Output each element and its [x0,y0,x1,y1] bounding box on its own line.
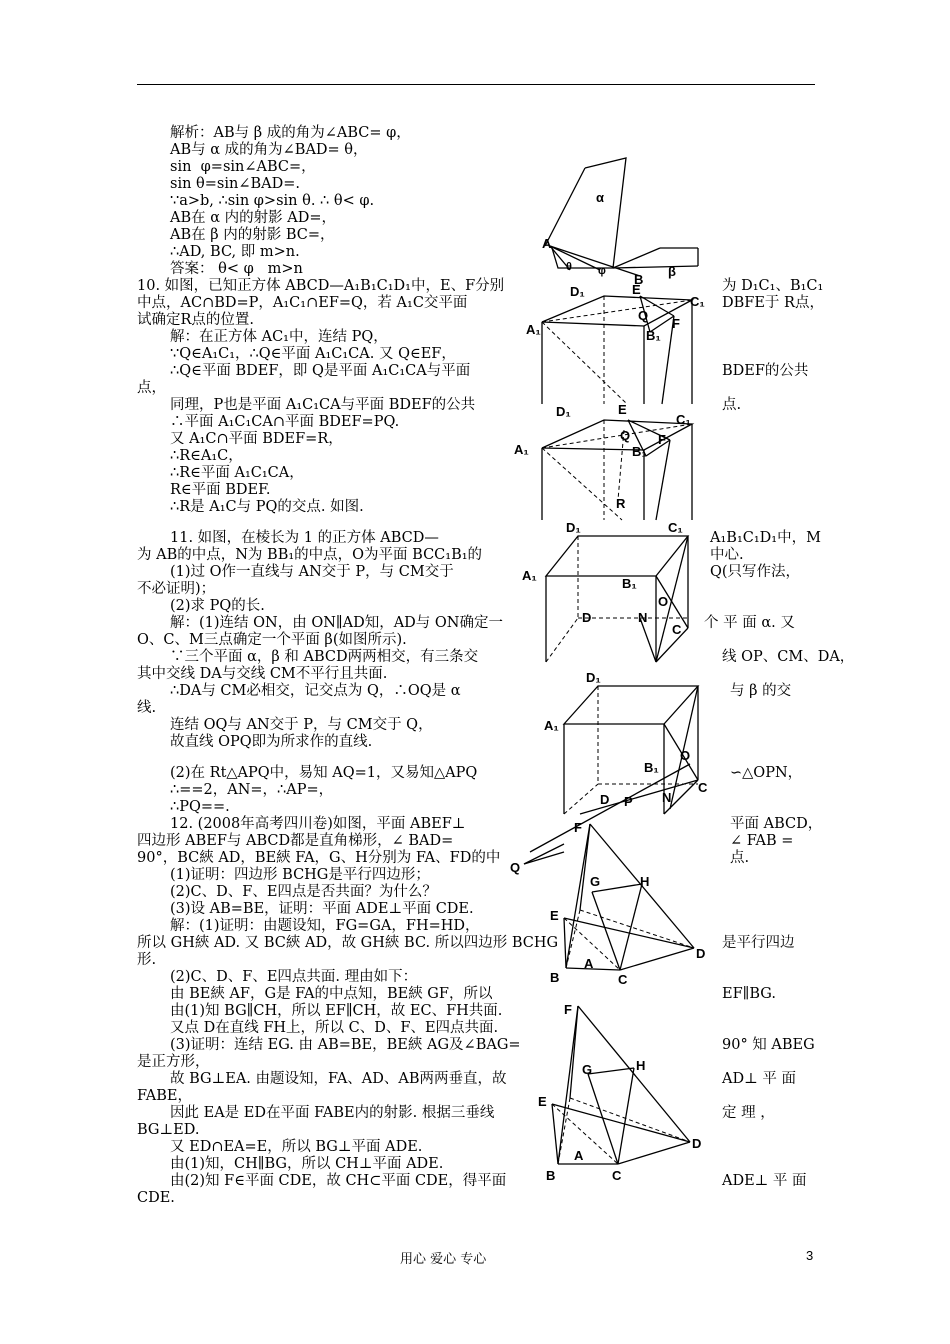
lines-line: 12. (2008年高考四川卷)如图，平面 ABEF⊥ [170,816,466,832]
lines-line: ∵三个平面 α，β 和 ABCD两两相交，有三条交 [170,649,479,665]
label-O: O [658,594,669,609]
right_fragments-line: Q(只写作法， [710,564,801,580]
figure-cube-r [512,400,722,520]
label-theta: θ [566,261,572,273]
lines-line: 解：在正方体 AC₁中，连结 PQ， [170,329,388,345]
page-number: 3 [806,1248,814,1263]
lines-line: 四边形 ABEF与 ABCD都是直角梯形，∠ BAD= [137,833,454,849]
label-P: P [624,794,633,809]
lines-line: 连结 OQ与 AN交于 P，与 CM交于 Q， [170,717,433,733]
lines-line: 线. [137,700,157,716]
lines-line: 中点，AC∩BD=P，A₁C₁∩EF=Q，若 A₁C交平面 [137,295,468,311]
label-A: A [542,236,552,251]
lines-line: ∴R∈A₁C， [170,448,243,464]
label-F: F [672,316,680,331]
lines-line: 由 BE綊 AF，G是 FA的中点知，BE綊 GF，所以 [170,986,493,1002]
lines-line: R∈平面 BDEF. [170,482,271,498]
label-D1: D₁ [556,404,571,419]
lines-line: (2)C、D、F、E四点是否共面？为什么？ [170,884,437,900]
right_fragments-line: 平面 ABCD， [730,816,823,832]
label-C1: C₁ [668,520,683,535]
label-D: D [600,792,610,807]
label-A: A [584,956,594,971]
lines-line: 所以 GH綊 AD. 又 BC綊 AD，故 GH綊 BC. 所以四边形 BCHG [137,935,559,951]
label-O: O [680,748,691,763]
label-D: D [696,946,706,961]
label-D1: D₁ [570,284,585,299]
lines-line: ∴平面 A₁C₁CA∩平面 BDEF=PQ. [170,414,400,430]
label-Q: Q [638,308,649,323]
lines-line: ∴AD, BC, 即 m>n. [170,244,300,260]
lines-line: (2)在 Rt△APQ中，易知 AQ=1，又易知△APQ [170,765,478,781]
lines-line: 不必证明)； [137,581,216,597]
lines-line: ∴R是 A₁C与 PQ的交点. 如图. [170,499,364,515]
lines-line: (2)求 PQ的长. [170,598,265,614]
label-F: F [564,1002,572,1017]
right_fragments-line: 为 D₁C₁、B₁C₁ [722,278,824,294]
label-E: E [550,908,559,923]
lines-line: 解析：AB与 β 成的角为∠ABC= φ， [170,125,411,141]
label-B: B [546,1168,556,1183]
label-D1: D₁ [566,520,581,535]
lines-line: FABE， [137,1088,193,1104]
label-B1: B₁ [644,760,659,775]
label-B: B [634,272,644,287]
lines-line: ∵a>b, ∴sin φ>sin θ. ∴ θ< φ. [170,193,375,209]
lines-line: (1)证明：四边形 BCHG是平行四边形； [170,867,430,883]
label-A1: A₁ [522,568,537,583]
label-C: C [612,1168,622,1183]
lines-line: 90°，BC綊 AD，BE綊 FA，G、H分别为 FA、FD的中 [137,850,501,866]
label-C: C [698,780,708,795]
right_fragments-line: BDEF的公共 [722,363,809,379]
lines-line: sin θ=sin∠BAD=. [170,176,300,192]
lines-line: 解：(1)连结 ON，由 ON∥AD知，AD与 ON确定一 [170,615,503,631]
lines-line: 故直线 OPQ即为所求作的直线. [170,734,373,750]
right_fragments-line: 90° 知 ABEG [722,1037,815,1053]
label-G: G [582,1062,593,1077]
lines-line: ∴R∈平面 A₁C₁CA， [170,465,304,481]
label-E: E [618,402,627,417]
label-R: R [616,496,626,511]
lines-line: CDE. [137,1190,175,1206]
lines-line: sin φ=sin∠ABC=， [170,159,316,175]
figure-cube-q [512,282,722,404]
lines-line: 因此 EA是 ED在平面 FABE内的射影. 根据三垂线 [170,1105,495,1121]
lines-line: ∴PQ==. [170,799,230,815]
lines-line: BG⊥ED. [137,1122,200,1138]
label-A1: A₁ [526,322,541,337]
right_fragments-line: 个 平 面 α. 又 [704,615,795,631]
right_fragments-line: ADE⊥ 平 面 [722,1173,807,1189]
lines-line: 10. 如图，已知正方体 ABCD—A₁B₁C₁D₁中，E、F分别 [137,278,505,294]
lines-line: 解：(1)证明：由题设知，FG=GA，FH=HD， [170,918,480,934]
right_fragments-line: AD⊥ 平 面 [722,1071,796,1087]
lines-line: (3)设 AB=BE，证明：平面 ADE⊥平面 CDE. [170,901,474,917]
label-alpha: α [596,190,604,205]
lines-line: 由(1)知 BG∥CH，所以 EF∥CH，故 EC、FH共面. [170,1003,503,1019]
lines-line: 又点 D在直线 FH上，所以 C、D、F、E四点共面. [170,1020,499,1036]
label-G: G [590,874,601,889]
label-C: C [618,972,628,987]
label-B: B [550,970,560,985]
lines-line: 其中交线 DA与交线 CM不平行且共面. [137,666,388,682]
right_fragments-line: 定 理 ， [722,1105,775,1121]
lines-line: 故 BG⊥EA. 由题设知，FA、AD、AB两两垂直，故 [170,1071,507,1087]
lines-line: 试确定R点的位置. [137,312,255,328]
right_fragments-line: EF∥BG. [722,986,776,1002]
label-N: N [638,610,648,625]
lines-line: (2)C、D、F、E四点共面. 理由如下： [170,969,418,985]
label-phi: φ [598,265,606,277]
lines-line: (3)证明：连结 EG. 由 AB=BE，BE綊 AG及∠BAG= [170,1037,521,1053]
lines-line: 形. [137,952,157,968]
lines-line: O、C、M三点确定一个平面 β(如图所示). [137,632,407,648]
label-C1: C₁ [690,294,705,309]
label-A1: A₁ [544,718,559,733]
lines-line: 11. 如图，在棱长为 1 的正方体 ABCD— [170,530,439,546]
label-B1: B₁ [622,576,637,591]
lines-line: 点， [137,380,166,396]
figure-cube-o [520,518,700,662]
label-H: H [640,874,650,889]
figure-solid-2 [538,998,710,1184]
lines-line: ∵Q∈A₁C₁，∴Q∈平面 A₁C₁CA. 又 Q∈EF， [170,346,456,362]
figure-cube-pq [520,664,710,814]
right_fragments-line: DBFE于 R点， [722,295,824,311]
label-A: A [574,1148,584,1163]
right_fragments-line: 是平行四边 [722,935,795,951]
figure-solid-1 [546,818,716,990]
label-Q: Q [620,428,631,443]
label-B1: B₁ [646,328,661,343]
right_fragments-line: A₁B₁C₁D₁中，M [710,530,821,546]
header-rule [137,84,815,85]
lines-line: 同理，P也是平面 A₁C₁CA与平面 BDEF的公共 [170,397,476,413]
label-F: F [574,820,582,835]
lines-line: (1)过 O作一直线与 AN交于 P，与 CM交于 [170,564,454,580]
right_fragments-line: 中心. [710,547,744,563]
label-Q: Q [510,860,521,875]
lines-line: ∴Q∈平面 BDEF，即 Q是平面 A₁C₁CA与平面 [170,363,471,379]
label-N: N [662,790,672,805]
lines-line: ∴==2，AN=，∴AP=， [170,782,334,798]
lines-line: 是正方形， [137,1054,210,1070]
label-E: E [632,282,641,297]
label-H: H [636,1058,646,1073]
lines-line: ∴DA与 CM必相交，记交点为 Q，∴OQ是 α [170,683,461,699]
lines-line: AB在 β 内的射影 BC=， [170,227,335,243]
lines-line: 又 ED∩EA=E，所以 BG⊥平面 ADE. [170,1139,423,1155]
lines-line: 由(2)知 F∈平面 CDE，故 CH⊂平面 CDE，得平面 [170,1173,507,1189]
right_fragments-line: ∽△OPN， [730,765,803,781]
right_fragments-line: 点. [722,397,742,413]
right_fragments-line: 点. [730,850,750,866]
label-D1: D₁ [586,670,601,685]
label-F: F [658,432,666,447]
lines-line: AB在 α 内的射影 AD=， [170,210,336,226]
label-D: D [582,610,592,625]
page-footer: 用心 爱心 专心 [400,1252,487,1267]
right_fragments-line: 与 β 的交 [730,683,792,699]
label-C: C [672,622,682,637]
label-E: E [538,1094,547,1109]
label-beta: β [668,264,676,279]
figure-dihedral-planes [530,158,700,287]
lines-line: 为 AB的中点，N为 BB₁的中点，O为平面 BCC₁B₁的 [137,547,483,563]
label-B1: B₁ [632,444,647,459]
label-C1: C₁ [676,412,691,427]
label-D: D [692,1136,702,1151]
label-A1: A₁ [514,442,529,457]
lines-line: 由(1)知，CH∥BG，所以 CH⊥平面 ADE. [170,1156,444,1172]
lines-line: AB与 α 成的角为∠BAD= θ， [170,142,368,158]
right_fragments-line: 线 OP、CM、DA， [722,649,855,665]
right_fragments-line: ∠ FAB = [730,833,794,849]
lines-line: 又 A₁C∩平面 BDEF=R， [170,431,343,447]
lines-line: 答案： θ< φ m>n [170,261,303,277]
